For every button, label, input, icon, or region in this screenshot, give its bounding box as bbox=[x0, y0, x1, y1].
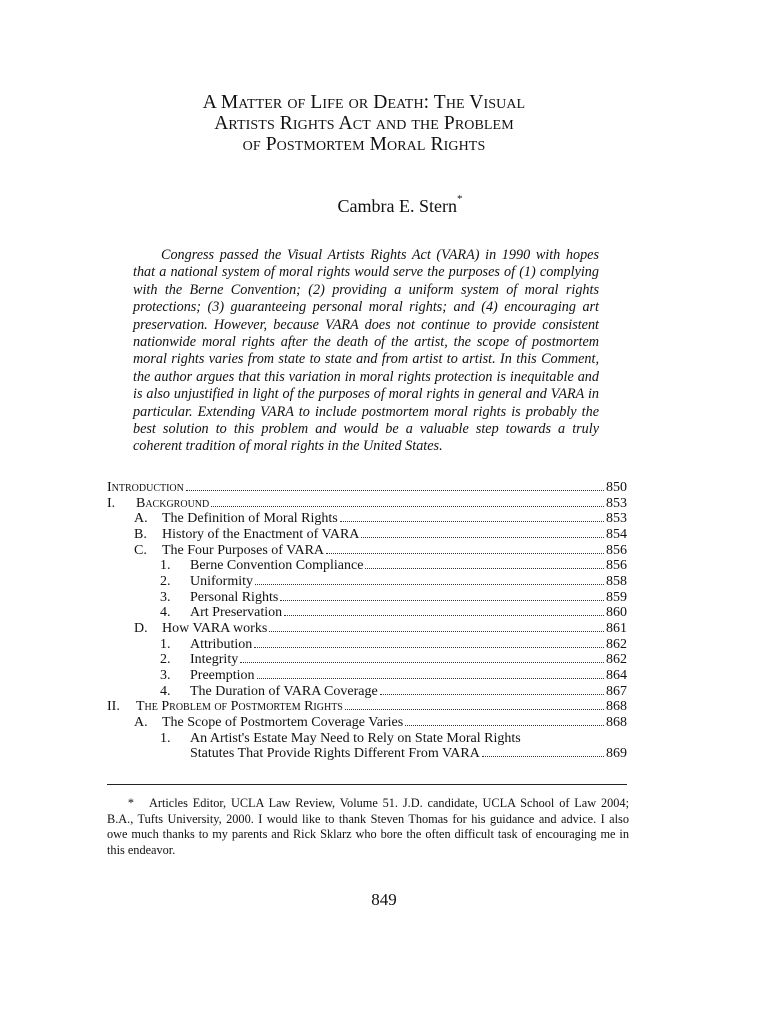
toc-leader bbox=[365, 558, 604, 569]
toc-row-postmortem-problem bbox=[107, 699, 627, 715]
toc-row-how-vara-works bbox=[107, 621, 627, 637]
table-of-contents bbox=[107, 480, 627, 762]
toc-num: C. bbox=[134, 542, 147, 558]
footnote bbox=[107, 796, 629, 858]
toc-page: 864 bbox=[606, 667, 627, 683]
toc-label: An Artist's Estate May Need to Rely on State Moral Rights bbox=[190, 730, 521, 746]
toc-page: 867 bbox=[606, 683, 627, 699]
toc-row-estate-line-1 bbox=[107, 731, 627, 747]
toc-label: The Definition of Moral Rights bbox=[162, 511, 338, 527]
toc-row-definition bbox=[107, 511, 627, 527]
author-footnote-mark: * bbox=[456, 193, 463, 205]
toc-row-art-preservation bbox=[107, 605, 627, 621]
toc-label: The Four Purposes of VARA bbox=[162, 542, 325, 558]
toc-row-personal-rights bbox=[107, 590, 627, 606]
toc-label: Introduction bbox=[107, 480, 184, 495]
toc-leader bbox=[380, 684, 604, 695]
toc-leader bbox=[340, 511, 604, 522]
toc-label: The Scope of Postmortem Coverage Varies bbox=[162, 714, 404, 730]
toc-row-attribution bbox=[107, 637, 627, 653]
toc-leader bbox=[326, 543, 604, 554]
toc-leader bbox=[254, 637, 604, 648]
toc-label: Preemption bbox=[190, 667, 255, 683]
toc-leader bbox=[361, 527, 604, 538]
toc-leader bbox=[211, 496, 604, 507]
toc-leader bbox=[405, 715, 604, 726]
toc-row-uniformity bbox=[107, 574, 627, 590]
toc-page: 859 bbox=[606, 589, 627, 605]
toc-row-introduction bbox=[107, 480, 627, 496]
toc-page: 860 bbox=[606, 605, 627, 621]
toc-leader bbox=[269, 621, 604, 632]
toc-page: 868 bbox=[606, 714, 627, 730]
abstract bbox=[133, 247, 599, 456]
toc-label: Berne Convention Compliance bbox=[190, 558, 364, 574]
toc-num: 1. bbox=[160, 558, 171, 574]
toc-label: How VARA works bbox=[162, 620, 268, 636]
toc-label: Integrity bbox=[190, 652, 239, 668]
toc-num: 1. bbox=[160, 730, 171, 746]
toc-page: 850 bbox=[606, 480, 627, 495]
toc-page: 856 bbox=[606, 542, 627, 558]
toc-row-scope bbox=[107, 715, 627, 731]
toc-num: 2. bbox=[160, 573, 171, 589]
toc-num: I. bbox=[107, 495, 116, 511]
toc-label: Uniformity bbox=[190, 573, 253, 589]
toc-num: 3. bbox=[160, 667, 171, 683]
toc-page: 856 bbox=[606, 558, 627, 574]
toc-num: 3. bbox=[160, 589, 171, 605]
title-line-1: A Matter of Life or Death: The Visual bbox=[202, 92, 526, 113]
toc-leader bbox=[240, 652, 604, 663]
toc-leader bbox=[345, 699, 604, 710]
toc-page: 862 bbox=[606, 636, 627, 652]
toc-label: Attribution bbox=[190, 636, 253, 652]
toc-num: 1. bbox=[160, 636, 171, 652]
toc-label: Statutes That Provide Rights Different From VARA bbox=[190, 746, 480, 762]
toc-row-background bbox=[107, 496, 627, 512]
toc-leader bbox=[186, 480, 604, 491]
article-title bbox=[100, 92, 628, 155]
title-line-3: of Postmortem Moral Rights bbox=[242, 134, 486, 155]
toc-num: A. bbox=[134, 714, 148, 730]
toc-label: The Duration of VARA Coverage bbox=[190, 683, 378, 699]
toc-page: 869 bbox=[606, 746, 627, 762]
toc-leader bbox=[257, 668, 604, 679]
toc-num: 2. bbox=[160, 652, 171, 668]
author-name: Cambra E. Stern bbox=[337, 196, 457, 216]
toc-page: 868 bbox=[606, 699, 627, 715]
page-number: 849 bbox=[371, 890, 397, 909]
footnote-mark: * bbox=[127, 796, 135, 810]
toc-page: 854 bbox=[606, 526, 627, 542]
author-line bbox=[200, 193, 600, 217]
toc-page: 862 bbox=[606, 652, 627, 668]
footnote-divider bbox=[107, 784, 627, 785]
toc-page: 858 bbox=[606, 573, 627, 589]
toc-page: 853 bbox=[606, 511, 627, 527]
toc-num: D. bbox=[134, 620, 148, 636]
abstract-text: Congress passed the Visual Artists Rights Act (VARA) in 1990 with hopes that a national system of moral rights would serve the purposes of (1) complying with the Berne Convention; (2) providing a uniform system of moral rights protections; (3) guaranteeing personal moral rights; and (4) encouraging art preservation. However, because VARA does not continue to provide consistent nationwide moral rights after the death of the artist, the scope of postmortem moral rights varies from state to state and from artist to artist. In this Comment, the author argues that this variation in moral rights protection is inequitable and is also unjustified in light of the purposes of moral rights in general and VARA in particular. Extending VARA to include postmortem moral rights is probably the best solution to this problem and would be a valuable step towards a truly coherent tradition of moral rights in the United States. bbox=[133, 247, 599, 455]
toc-row-four-purposes bbox=[107, 543, 627, 559]
title-line-2: Artists Rights Act and the Problem bbox=[214, 113, 514, 134]
toc-num: 4. bbox=[160, 605, 171, 621]
toc-row-integrity bbox=[107, 652, 627, 668]
toc-row-estate-line-2 bbox=[107, 746, 627, 762]
toc-leader bbox=[284, 605, 604, 616]
toc-label: History of the Enactment of VARA bbox=[162, 526, 360, 542]
toc-page: 853 bbox=[606, 495, 627, 511]
toc-row-history bbox=[107, 527, 627, 543]
toc-label: The Problem of Postmortem Rights bbox=[136, 699, 343, 715]
toc-row-berne bbox=[107, 558, 627, 574]
toc-leader bbox=[482, 746, 604, 757]
toc-page: 861 bbox=[606, 620, 627, 636]
footnote-text: Articles Editor, UCLA Law Review, Volume 51. J.D. candidate, UCLA School of Law 2004; B.A., Tufts University, 2000. I would like to thank Steven Thomas for his guidance and advice. I also owe much thanks to my parents and Rick Sklarz who bore the often difficult task of encouraging me in this endeavor. bbox=[107, 796, 629, 857]
toc-label: Art Preservation bbox=[190, 605, 283, 621]
toc-num: A. bbox=[134, 511, 148, 527]
toc-leader bbox=[255, 574, 604, 585]
toc-label: Personal Rights bbox=[190, 589, 279, 605]
toc-row-duration bbox=[107, 684, 627, 700]
toc-row-preemption bbox=[107, 668, 627, 684]
toc-num: 4. bbox=[160, 683, 171, 699]
toc-label: Background bbox=[136, 495, 210, 511]
toc-leader bbox=[280, 590, 604, 601]
toc-num: B. bbox=[134, 526, 147, 542]
toc-num: II. bbox=[107, 699, 120, 715]
